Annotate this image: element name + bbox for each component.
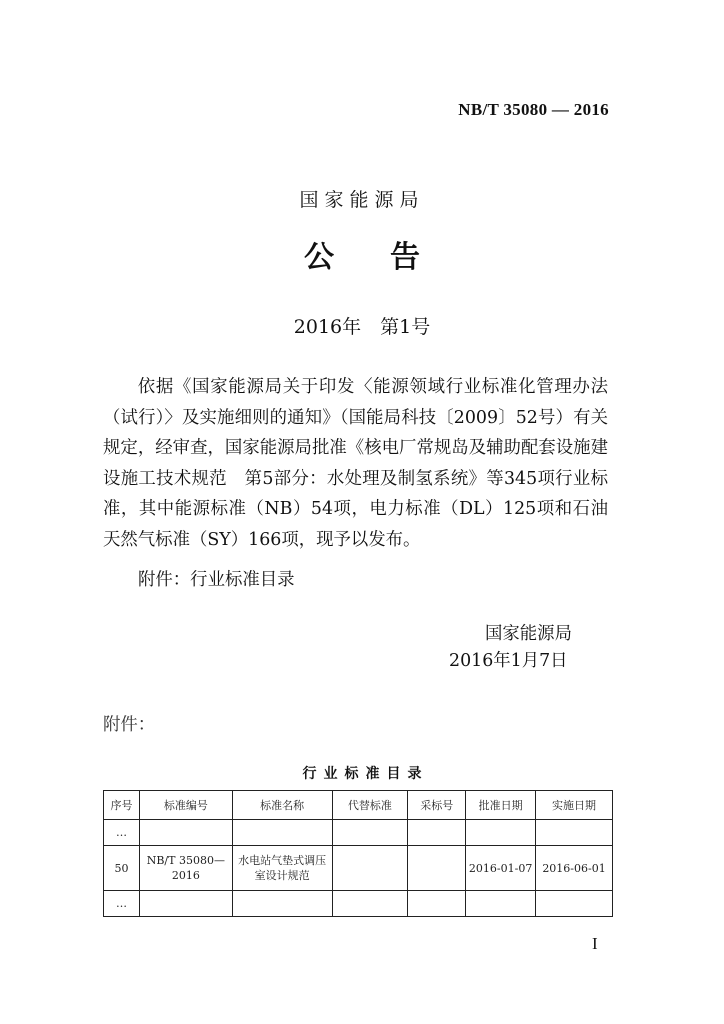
cell-name [232, 820, 332, 846]
page-number: I [592, 934, 598, 953]
attachment-reference: 附件：行业标准目录 [138, 570, 295, 590]
cell-effective: 2016-06-01 [536, 846, 613, 891]
cell-replaces [332, 820, 408, 846]
agency-name: 国家能源局 [299, 189, 425, 211]
cell-code: NB/T 35080—2016 [139, 846, 232, 891]
column-header-effective: 实施日期 [536, 791, 613, 820]
cell-adopted [408, 820, 466, 846]
issue-number: 2016年 第1号 [293, 316, 431, 338]
cell-adopted [408, 891, 466, 917]
cell-effective [536, 820, 613, 846]
notice-body: 依据《国家能源局关于印发〈能源领域行业标准化管理办法（试行）〉及实施细则的通知》（国能局科技〔2009〕52号）有关规定，经审查，国家能源局批准《核电厂常规岛及辅助配套设施建设施工技术规范 第5部分：水处理及制氢系统》等345项行业标准，其中能源标准（NB）54项，电力标准（DL）125项和石油天然气标准（SY）166项，现予以发布。 [103, 377, 608, 550]
cell-name: 水电站气垫式调压室设计规范 [232, 846, 332, 891]
cell-replaces [332, 891, 408, 917]
column-header-approved: 批准日期 [466, 791, 536, 820]
notice-title: 公告 [304, 240, 476, 275]
column-header-seq: 序号 [104, 791, 140, 820]
cell-approved [466, 891, 536, 917]
standards-catalog-table [103, 790, 613, 917]
table-row [104, 891, 613, 917]
cell-code [139, 820, 232, 846]
cell-seq: … [104, 891, 140, 917]
standard-code: NB/T 35080 — 2016 [458, 100, 609, 119]
cell-replaces [332, 846, 408, 891]
signature-agency: 国家能源局 [485, 624, 572, 644]
table-header-row [104, 791, 613, 820]
column-header-name: 标准名称 [232, 791, 332, 820]
column-header-replaces: 代替标准 [332, 791, 408, 820]
table-row [104, 820, 613, 846]
cell-seq: … [104, 820, 140, 846]
catalog-table-title: 行业标准目录 [302, 766, 429, 782]
attachment-heading: 附件： [103, 715, 156, 735]
cell-effective [536, 891, 613, 917]
column-header-code: 标准编号 [139, 791, 232, 820]
cell-seq: 50 [104, 846, 140, 891]
cell-name [232, 891, 332, 917]
signature-date: 2016年1月7日 [449, 651, 568, 671]
cell-code [139, 891, 232, 917]
table-row [104, 846, 613, 891]
cell-adopted [408, 846, 466, 891]
cell-approved: 2016-01-07 [466, 846, 536, 891]
cell-approved [466, 820, 536, 846]
column-header-adopted: 采标号 [408, 791, 466, 820]
